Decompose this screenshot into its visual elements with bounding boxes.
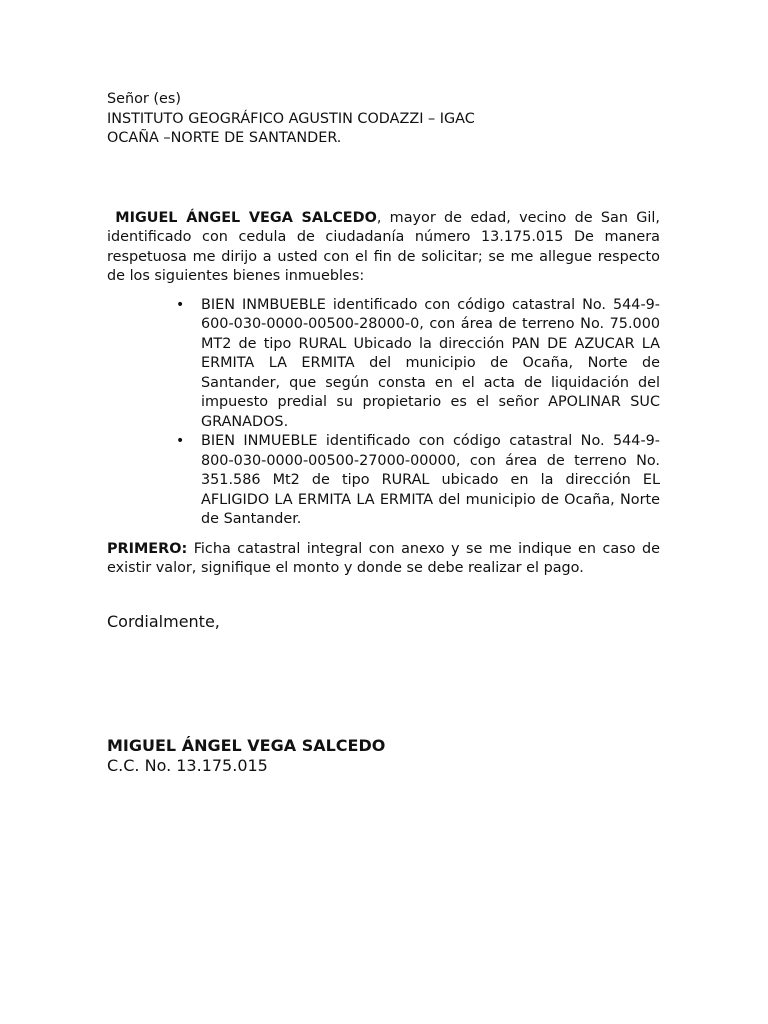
property-item: [176, 296, 660, 433]
addressee-block: [107, 90, 660, 149]
primero-text: Ficha catastral integral con anexo y se me indique en caso de existir valor, signifique el monto y donde se debe realizar el pago.: [107, 540, 660, 576]
intro-sender-name: MIGUEL ÁNGEL VEGA SALCEDO: [115, 209, 377, 226]
closing-salutation: Cordialmente,: [107, 611, 220, 631]
intro-paragraph: [107, 209, 660, 287]
addressee-salutation: Señor (es): [107, 91, 181, 107]
bullet-icon: •: [176, 433, 185, 449]
primero-label: PRIMERO:: [107, 540, 188, 557]
letter-page: [107, 90, 660, 776]
signature-name: MIGUEL ÁNGEL VEGA SALCEDO: [107, 735, 386, 755]
property-item-text: BIEN INMBUEBLE identificado con código catastral No. 544-9-600-030-0000-00500-28000-0, con área de terreno No. 75.000 MT2 de tipo RURAL Ubicado la dirección PAN DE AZUCAR LA ERMITA LA ERMITA del municipio de Ocaña, Norte de Santander, que según consta en el acta de liquidación del impuesto predial su propietario es el señor APOLINAR SUC GRANADOS.: [201, 296, 660, 430]
addressee-institution: INSTITUTO GEOGRÁFICO AGUSTIN CODAZZI – IGAC: [107, 110, 475, 127]
property-list: [107, 296, 660, 530]
primero-paragraph: [107, 540, 660, 579]
property-item-text: BIEN INMUEBLE identificado con código catastral No. 544-9-800-030-0000-00500-27000-00000, con área de terreno No. 351.586 Mt2 de tipo RURAL ubicado en la dirección EL AFLIGIDO LA ERMITA LA ERMITA del municipio de Ocaña, Norte de Santander.: [201, 433, 660, 527]
signature-id: C.C. No. 13.175.015: [107, 755, 268, 775]
signature-block: [107, 736, 660, 776]
addressee-location: OCAÑA –NORTE DE SANTANDER.: [107, 130, 342, 146]
intro-text: , mayor de edad, vecino de San Gil, identificado con cedula de ciudadanía número 13.175.015 De manera respetuosa me dirijo a usted con el fin de solicitar; se me allegue respecto de los siguientes bienes inmuebles:: [107, 209, 660, 284]
bullet-icon: •: [176, 296, 185, 313]
property-item: [176, 432, 660, 530]
